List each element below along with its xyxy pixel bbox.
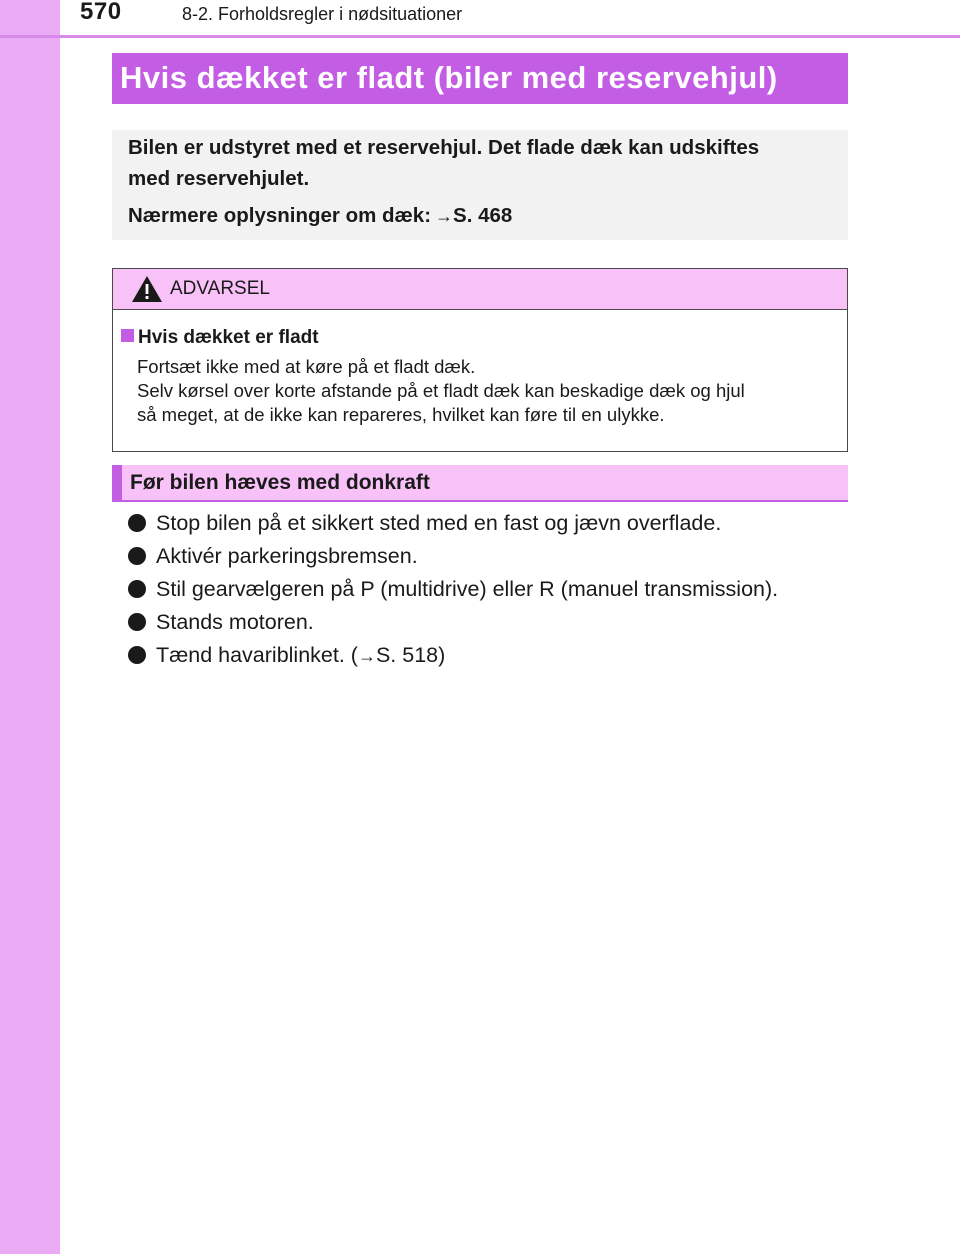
reference-arrow-icon: → — [435, 206, 454, 226]
step-text: Tænd havariblinket. ( — [156, 643, 358, 667]
step-item — [128, 511, 721, 536]
section-label: 8-2. Forholdsregler i nødsituationer — [182, 4, 463, 24]
bullet-dot-icon — [128, 646, 146, 664]
warning-body-line-3: så meget, at de ikke kan repareres, hvilket kan føre til en ulykke. — [137, 404, 665, 425]
tire-info-page-reference[interactable]: S. 468 — [453, 204, 513, 227]
step-item — [128, 577, 778, 602]
warning-subheading — [121, 327, 319, 349]
step-text: Aktivér parkeringsbremsen. — [156, 544, 418, 568]
step-item — [128, 610, 314, 635]
warning-body-line-1: Fortsæt ikke med at køre på et fladt dæk. — [137, 356, 476, 377]
step-item — [128, 643, 445, 668]
page-sidebar — [0, 0, 60, 1254]
warning-label: ADVARSEL — [170, 278, 270, 299]
bullet-dot-icon — [128, 580, 146, 598]
step-text: Stil gearvælgeren på P (multidrive) eller R (manuel transmission). — [156, 577, 779, 601]
bullet-dot-icon — [128, 613, 146, 631]
intro-line-2: med reservehjulet. — [128, 167, 310, 190]
warning-box — [112, 268, 848, 452]
intro-line-1: Bilen er udstyret med et reservehjul. Det flade dæk kan udskiftes — [128, 136, 760, 159]
subsection-accent — [112, 465, 122, 502]
subsection-bar — [112, 465, 848, 502]
reference-arrow-icon: → — [357, 646, 376, 666]
warning-subheading-text: Hvis dækket er fladt — [138, 327, 319, 348]
step-item — [128, 544, 418, 569]
step-text: Stop bilen på et sikkert sted med en fast og jævn overflade. — [156, 511, 722, 535]
step-text: Stands motoren. — [156, 610, 314, 634]
warning-body-line-2: Selv kørsel over korte afstande på et fladt dæk kan beskadige dæk og hjul — [137, 380, 745, 401]
intro-box — [112, 130, 848, 240]
page-title-bar — [112, 53, 848, 104]
intro-line-3 — [128, 204, 512, 228]
intro-tire-info-label: Nærmere oplysninger om dæk: — [128, 204, 432, 227]
square-bullet-icon — [121, 329, 134, 342]
warning-triangle-icon — [131, 275, 163, 303]
bullet-dot-icon — [128, 547, 146, 565]
hazard-lights-page-reference[interactable]: S. 518) — [375, 643, 446, 667]
header-rule — [0, 35, 960, 38]
subsection-title: Før bilen hæves med donkraft — [130, 471, 430, 494]
bullet-dot-icon — [128, 514, 146, 532]
warning-header — [113, 269, 847, 310]
page-number: 570 — [80, 0, 122, 25]
page-title: Hvis dækket er fladt (biler med reservehjul) — [120, 60, 778, 95]
